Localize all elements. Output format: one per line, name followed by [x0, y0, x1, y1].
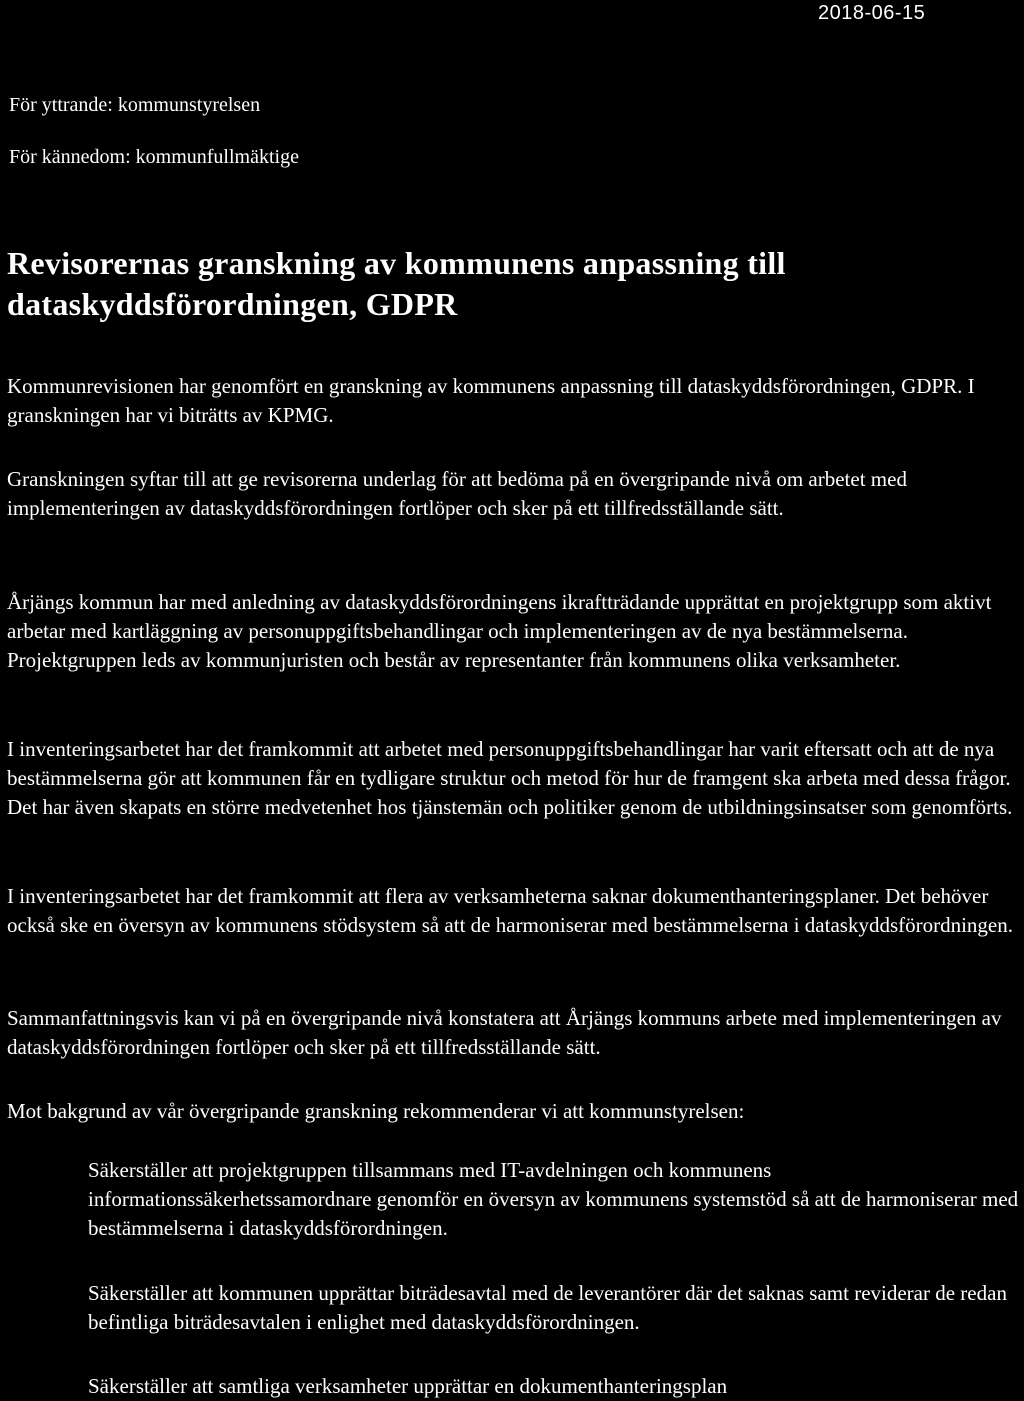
paragraph-summary: Sammanfattningsvis kan vi på en övergripande nivå konstatera att Årjängs kommuns arbete med implementeringen av dataskyddsförordningen fortlöper och sker på ett tillfredsställande sätt.: [7, 1006, 1002, 1059]
paragraph-purpose: Granskningen syftar till att ge revisorerna underlag för att bedöma på en övergripande nivå om arbetet med implementeringen av dataskyddsförordningen fortlöper och sker på ett tillfredsställande sätt.: [7, 467, 907, 520]
distribution-for-information: För kännedom: kommunfullmäktige: [9, 146, 299, 168]
paragraph-document-plans: I inventeringsarbetet har det framkommit att flera av verksamheterna saknar dokumenthanteringsplaner. Det behöver också ske en översyn av kommunens stödsystem så att de harmoniserar med bestämmelserna i dataskyddsförordningen.: [7, 884, 1014, 937]
recommendation-item: Säkerställer att kommunen upprättar biträdesavtal med de leverantörer där det saknas samt reviderar de redan befintliga biträdesavtalen i enlighet med dataskyddsförordningen.: [88, 1281, 1007, 1334]
paragraph-recommendation-intro: Mot bakgrund av vår övergripande granskning rekommenderar vi att kommunstyrelsen:: [7, 1099, 745, 1123]
recommendation-item: Säkerställer att projektgruppen tillsammans med IT-avdelningen och kommunens informationssäkerhetssamordnare genomför en översyn av kommunens systemstöd så att de harmoniserar med bestämmelserna i dataskyddsförordningen.: [88, 1158, 1019, 1240]
paragraph-intro: Kommunrevisionen har genomfört en granskning av kommunens anpassning till dataskyddsförordningen, GDPR. I granskningen har vi biträtts av KPMG.: [7, 374, 975, 427]
distribution-for-statement: För yttrande: kommunstyrelsen: [9, 94, 261, 116]
paragraph-project-group: Årjängs kommun har med anledning av dataskyddsförordningens ikraftträdande upprättat en projektgrupp som aktivt arbetar med kartläggning av personuppgiftsbehandlingar och implementeringen av de nya bestämmelserna. Projektgruppen leds av kommunjuristen och består av representanter från kommunens olika verksamheter.: [7, 590, 992, 672]
document-title: Revisorernas granskning av kommunens anpassning till dataskyddsförordningen, GDPR: [7, 245, 786, 322]
recommendation-item: Säkerställer att samtliga verksamheter upprättar en dokumenthanteringsplan: [88, 1374, 728, 1398]
paragraph-inventory-findings: I inventeringsarbetet har det framkommit att arbetet med personuppgiftsbehandlingar har varit eftersatt och att de nya bestämmelserna gör att kommunen får en tydligare struktur och metod för hur de framgent ska arbeta med dessa frågor. Det har även skapats en större medvetenhet hos tjänstemän och politiker genom de utbildningsinsatser som genomförts.: [7, 737, 1013, 819]
document-date: 2018-06-15: [818, 2, 926, 24]
